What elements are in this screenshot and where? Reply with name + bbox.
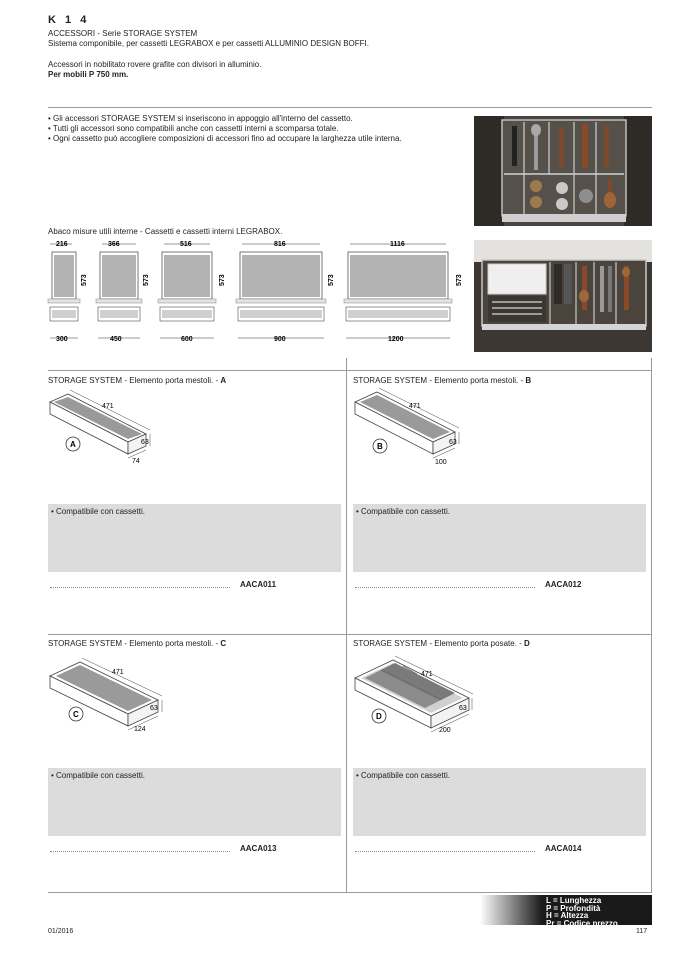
footer-date: 01/2016: [48, 928, 74, 935]
product-letter: C: [220, 639, 227, 648]
legend-box: [542, 895, 652, 928]
product-letter: D: [524, 639, 530, 648]
abaco-unit-1116: [344, 241, 463, 343]
abaco-outer-width: 1200: [388, 336, 404, 343]
legend-price-code: Pr = Codice prezzo: [546, 918, 618, 928]
product-c-code: AACA013: [240, 844, 277, 853]
abaco-height: 573: [81, 274, 88, 286]
dimension-depth: 200: [439, 727, 451, 734]
abaco-unit-516: [158, 241, 226, 343]
dimension-length: 471: [102, 403, 114, 410]
abaco-unit-816: [236, 241, 335, 343]
legend-length: L = Lunghezza: [546, 896, 602, 905]
product-c-leader: [50, 851, 230, 852]
abaco-outer-width: 600: [181, 336, 193, 343]
header-material: Accessori in nobilitato rovere grafite con divisori in alluminio.: [48, 60, 262, 69]
abaco-height: 573: [456, 274, 463, 286]
product-d-leader: [355, 851, 535, 852]
product-a-notes: [48, 504, 341, 572]
dimension-depth: 74: [132, 458, 140, 465]
product-letter-badge: B: [377, 442, 383, 451]
product-a-code: AACA011: [240, 580, 277, 589]
product-c-drawing: [46, 652, 171, 742]
header-depth: Per mobili P 750 mm.: [48, 70, 129, 79]
abaco-outer-width: 450: [110, 336, 122, 343]
footer-page-number: 117: [636, 928, 648, 935]
abaco-inner-width: 516: [180, 241, 192, 248]
bullet-3: • Ogni cassetto può accogliere composizioni di accessori fino ad occupare la larghezza utile interna.: [48, 134, 402, 143]
page-code: K 1 4: [48, 14, 88, 26]
dimension-height: 63: [449, 439, 457, 446]
product-note: • Compatibile con cassetti.: [51, 771, 145, 780]
product-note: • Compatibile con cassetti.: [356, 771, 450, 780]
product-a-leader: [50, 587, 230, 588]
product-title-text: STORAGE SYSTEM - Elemento porta mestoli. -: [48, 376, 221, 385]
header-description: Sistema componibile, per cassetti LEGRABOX e per cassetti ALLUMINIO DESIGN BOFFI.: [48, 39, 369, 48]
dimension-length: 471: [421, 671, 433, 678]
abaco-diagram: [44, 238, 474, 348]
header-divider: [48, 107, 652, 108]
product-d-code: AACA014: [545, 844, 582, 853]
dimension-height: 63: [150, 705, 158, 712]
product-d-title: [353, 639, 530, 649]
abaco-outer-width: 300: [56, 336, 68, 343]
legend-depth: P = Profondità: [546, 903, 601, 913]
product-letter-badge: A: [70, 440, 76, 449]
grid-right: [651, 358, 652, 892]
dimension-length: 471: [112, 669, 124, 676]
legend-height: H = Altezza: [546, 911, 589, 920]
product-letter: A: [220, 376, 227, 385]
product-title-text: STORAGE SYSTEM - Elemento porta mestoli. -: [353, 376, 526, 385]
product-letter-badge: C: [73, 710, 79, 719]
product-a-drawing: [46, 388, 166, 468]
product-a-title: [48, 376, 226, 386]
dimension-depth: 124: [134, 726, 146, 733]
abaco-height: 573: [219, 274, 226, 286]
bullet-1: • Gli accessori STORAGE SYSTEM si inseriscono in appoggio all'interno del cassetto.: [48, 114, 353, 123]
dimension-depth: 100: [435, 459, 447, 466]
product-title-text: STORAGE SYSTEM - Elemento porta mestoli. -: [48, 639, 221, 648]
abaco-inner-width: 366: [108, 241, 120, 248]
abaco-inner-width: 216: [56, 241, 68, 248]
product-letter: B: [525, 376, 532, 385]
product-d-drawing: [351, 652, 476, 747]
abaco-inner-width: 816: [274, 241, 286, 248]
product-c-notes: [48, 768, 341, 836]
abaco-inner-width: 1116: [390, 241, 405, 248]
bullet-2: • Tutti gli accessori sono compatibili anche con cassetti interni a scomparsa totale.: [48, 124, 339, 133]
drawer-photo-utensils: [474, 116, 652, 226]
product-b-code: AACA012: [545, 580, 582, 589]
product-b-title: [353, 376, 531, 386]
dimension-length: 471: [409, 403, 421, 410]
grid-top: [48, 370, 652, 371]
product-letter-badge: D: [376, 712, 382, 721]
header-series: ACCESSORI - Serie STORAGE SYSTEM: [48, 29, 198, 38]
abaco-outer-width: 900: [274, 336, 286, 343]
abaco-height: 573: [328, 274, 335, 286]
product-c-title: [48, 639, 226, 649]
abaco-unit-366: [96, 241, 150, 343]
grid-bottom: [48, 892, 652, 893]
abaco-title: Abaco misure utili interne - Cassetti e cassetti interni LEGRABOX.: [48, 227, 283, 236]
dimension-height: 63: [459, 705, 467, 712]
product-b-notes: [353, 504, 646, 572]
product-note: • Compatibile con cassetti.: [356, 507, 450, 516]
drawer-photo-cutlery: [474, 240, 652, 352]
product-title-text: STORAGE SYSTEM - Elemento porta posate. -: [353, 639, 525, 648]
legend-fade: [480, 895, 542, 925]
abaco-unit-216: [48, 241, 88, 343]
dimension-height: 63: [141, 439, 149, 446]
product-d-notes: [353, 768, 646, 836]
grid-center: [346, 358, 347, 892]
abaco-height: 573: [143, 274, 150, 286]
product-b-drawing: [351, 388, 471, 468]
product-b-leader: [355, 587, 535, 588]
grid-middle: [48, 634, 652, 635]
product-note: • Compatibile con cassetti.: [51, 507, 145, 516]
